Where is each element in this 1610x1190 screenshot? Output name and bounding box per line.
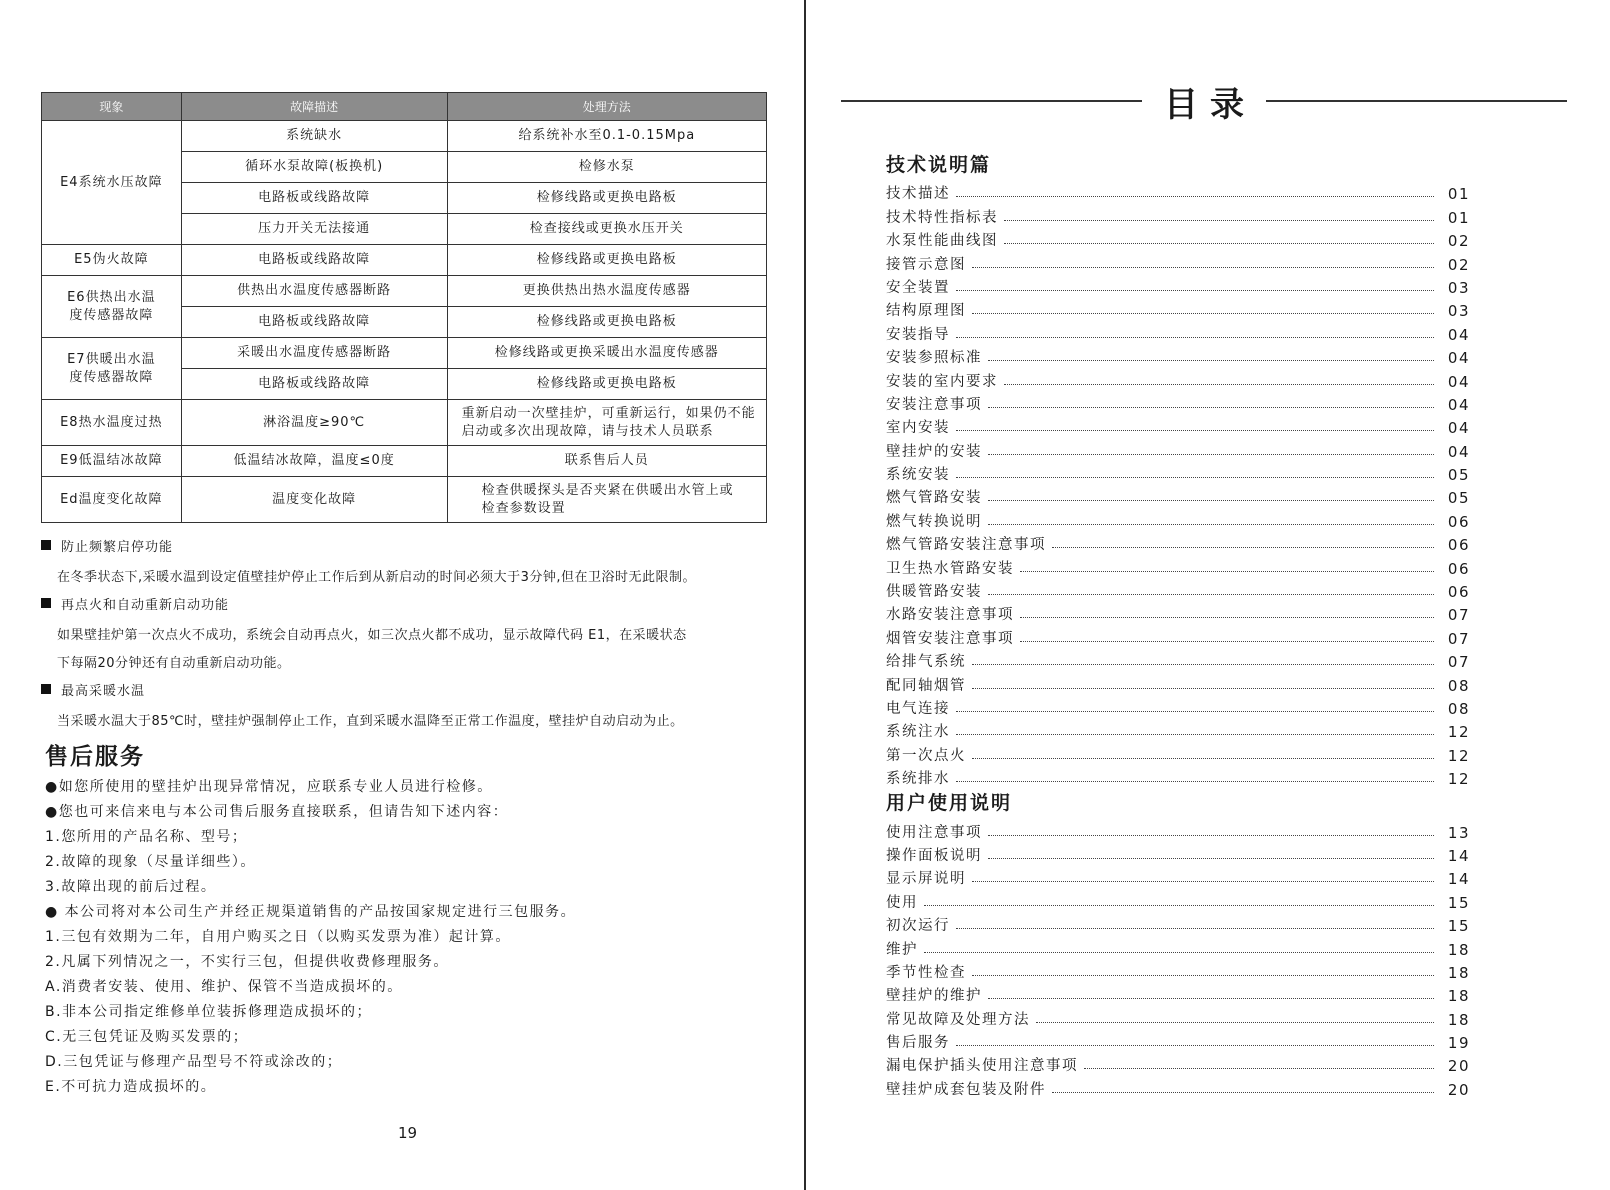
toc-entry-name: 电气连接 (886, 700, 950, 717)
phenomenon-cell: E8热水温度过热 (42, 400, 182, 446)
dot-leader (1084, 1068, 1434, 1069)
dot-leader (1020, 617, 1434, 618)
toc-entry-name: 水路安装注意事项 (886, 607, 1014, 624)
solution-cell: 联系售后人员 (447, 446, 766, 477)
toc-entry[interactable] (886, 1052, 1470, 1075)
toc-entry-name: 室内安装 (886, 420, 950, 437)
toc-entry[interactable] (886, 531, 1470, 554)
dot-leader (988, 454, 1434, 455)
table-row (42, 477, 767, 523)
fault-table (41, 92, 767, 523)
toc-entry[interactable] (886, 367, 1470, 390)
toc-entry[interactable] (886, 648, 1470, 671)
table-of-contents (886, 150, 1470, 1099)
dot-leader (924, 905, 1434, 906)
section-heading: 再点火和自动重新启动功能 (41, 594, 781, 612)
section-body: 当采暖水温大于85℃时，壁挂炉强制停止工作，直到采暖水温降至正常工作温度，壁挂炉自动启动为止。 (57, 714, 684, 729)
dot-leader (972, 313, 1434, 314)
toc-entry-page: 08 (1447, 676, 1470, 695)
toc-entry-name: 技术特性指标表 (886, 209, 998, 226)
service-line: A.消费者安装、使用、维护、保管不当造成损坏的。 (45, 979, 403, 995)
description-cell: 压力开关无法接通 (181, 214, 447, 245)
toc-entry-page: 01 (1447, 185, 1470, 204)
phenomenon-cell: Ed温度变化故障 (42, 477, 182, 523)
toc-entry-name: 结构原理图 (886, 303, 966, 320)
service-line: C.无三包凭证及购买发票的； (45, 1029, 249, 1045)
toc-entry[interactable] (886, 203, 1470, 226)
service-title: 售后服务 (45, 744, 145, 770)
solution-cell: 更换供热出热水温度传感器 (447, 276, 766, 307)
dot-leader (972, 688, 1434, 689)
description-cell: 淋浴温度≥90℃ (181, 400, 447, 446)
dot-leader (988, 858, 1434, 859)
dot-leader (956, 711, 1434, 712)
toc-entry[interactable] (886, 274, 1470, 297)
service-line: ●您也可来信来电与本公司售后服务直接联系，但请告知下述内容： (45, 804, 509, 820)
description-cell: 系统缺水 (181, 121, 447, 152)
description-cell: 循环水泵故障(板换机) (181, 152, 447, 183)
page-number: 19 (398, 1124, 418, 1142)
toc-entry-name: 常见故障及处理方法 (886, 1011, 1030, 1028)
toc-entry[interactable] (886, 601, 1470, 624)
description-cell: 温度变化故障 (181, 477, 447, 523)
toc-entry-name: 安装指导 (886, 326, 950, 343)
phenomenon-cell: E7供暖出水温度传感器故障 (42, 338, 182, 400)
toc-entry[interactable] (886, 935, 1470, 958)
dot-leader (1052, 1092, 1434, 1093)
toc-entry[interactable] (886, 461, 1470, 484)
toc-entry-name: 使用 (886, 894, 918, 911)
toc-entry-name: 壁挂炉的安装 (886, 443, 982, 460)
square-bullet-icon (41, 540, 51, 550)
toc-entry-page: 18 (1447, 1010, 1470, 1029)
toc-entry-page: 06 (1447, 512, 1470, 531)
toc-entry-page: 04 (1447, 325, 1470, 344)
service-line: D.三包凭证与修理产品型号不符或涂改的； (45, 1054, 343, 1070)
toc-entry-name: 接管示意图 (886, 256, 966, 273)
toc-entry-name: 燃气转换说明 (886, 513, 982, 530)
toc-entry-name: 燃气管路安装 (886, 490, 982, 507)
toc-entry-name: 烟管安装注意事项 (886, 630, 1014, 647)
toc-entry[interactable] (886, 765, 1470, 788)
dot-leader (956, 781, 1434, 782)
toc-entry[interactable] (886, 695, 1470, 718)
phenomenon-cell: E4系统水压故障 (42, 121, 182, 245)
description-cell: 电路板或线路故障 (181, 183, 447, 214)
section-body: 在冬季状态下,采暖水温到设定值壁挂炉停止工作后到从新启动的时间必须大于3分钟,但在卫浴时无此限制。 (57, 570, 697, 585)
toc-entry-name: 季节性检查 (886, 964, 966, 981)
dot-leader (956, 477, 1434, 478)
toc-group-heading: 技术说明篇 (886, 154, 992, 176)
solution-cell: 重新启动一次壁挂炉，可重新运行，如果仍不能启动或多次出现故障，请与技术人员联系 (447, 400, 766, 446)
section-body: 如果壁挂炉第一次点火不成功，系统会自动再点火，如三次点火都不成功，显示故障代码 E1，在采暖状态 下每隔20分钟还有自动重新启动功能。 (57, 628, 687, 671)
toc-entry-name: 售后服务 (886, 1035, 950, 1052)
toc-entry-page: 04 (1447, 372, 1470, 391)
header-rule-right (1266, 100, 1567, 102)
toc-entry-page: 20 (1447, 1080, 1470, 1099)
dot-leader (972, 267, 1434, 268)
dot-leader (1036, 1022, 1434, 1023)
dot-leader (1004, 243, 1434, 244)
service-line: 2.故障的现象（尽量详细些）。 (45, 854, 256, 870)
dot-leader (956, 1045, 1434, 1046)
toc-entry[interactable] (886, 320, 1470, 343)
toc-entry-name: 初次运行 (886, 918, 950, 935)
table-header-row (42, 93, 767, 121)
table-row (42, 446, 767, 477)
solution-cell: 检修线路或更换电路板 (447, 307, 766, 338)
toc-entry[interactable] (886, 391, 1470, 414)
dot-leader (956, 928, 1434, 929)
toc-entry[interactable] (886, 554, 1470, 577)
description-cell: 电路板或线路故障 (181, 369, 447, 400)
toc-entry-name: 安全装置 (886, 279, 950, 296)
dot-leader (988, 500, 1434, 501)
phenomenon-cell: E6供热出水温度传感器故障 (42, 276, 182, 338)
toc-entry[interactable] (886, 718, 1470, 741)
dot-leader (972, 975, 1434, 976)
phenomenon-cell: E5伪火故障 (42, 245, 182, 276)
toc-entry-page: 18 (1447, 940, 1470, 959)
toc-entry[interactable] (886, 842, 1470, 865)
description-cell: 采暖出水温度传感器断路 (181, 338, 447, 369)
toc-entry-page: 03 (1447, 278, 1470, 297)
service-line: 1.您所用的产品名称、型号； (45, 829, 248, 845)
table-row (42, 276, 767, 307)
toc-entry-page: 15 (1447, 917, 1470, 936)
solution-cell: 检修线路或更换电路板 (447, 183, 766, 214)
after-sales-service (45, 738, 785, 1100)
toc-entry-page: 04 (1447, 395, 1470, 414)
toc-entry-page: 03 (1447, 302, 1470, 321)
dot-leader (972, 664, 1434, 665)
description-cell: 电路板或线路故障 (181, 307, 447, 338)
toc-entry-name: 卫生热水管路安装 (886, 560, 1014, 577)
toc-entry-name: 壁挂炉成套包装及附件 (886, 1081, 1046, 1098)
table-row (42, 400, 767, 446)
dot-leader (1004, 384, 1434, 385)
section-heading: 防止频繁启停功能 (41, 536, 781, 554)
toc-entry[interactable] (886, 865, 1470, 888)
toc-group-heading: 用户使用说明 (886, 792, 1013, 815)
toc-entry-page: 07 (1447, 653, 1470, 672)
header-description: 故障描述 (181, 93, 447, 121)
header-phenomenon: 现象 (42, 93, 182, 121)
toc-entry-name: 使用注意事项 (886, 824, 982, 841)
toc-entry[interactable] (886, 414, 1470, 437)
service-line: ●如您所使用的壁挂炉出现异常情况，应联系专业人员进行检修。 (45, 779, 493, 795)
toc-entry-name: 壁挂炉的维护 (886, 988, 982, 1005)
dot-leader (972, 881, 1434, 882)
table-row (42, 245, 767, 276)
description-cell: 供热出水温度传感器断路 (181, 276, 447, 307)
dot-leader (956, 196, 1434, 197)
toc-entry[interactable] (886, 912, 1470, 935)
toc-entry[interactable] (886, 484, 1470, 507)
toc-entry-page: 04 (1447, 349, 1470, 368)
solution-cell: 给系统补水至0.1-0.15Mpa (447, 121, 766, 152)
toc-entry-page: 12 (1447, 746, 1470, 765)
toc-entry-page: 04 (1447, 419, 1470, 438)
toc-entry-page: 14 (1447, 846, 1470, 865)
toc-entry-name: 配同轴烟管 (886, 677, 966, 694)
toc-entry[interactable] (886, 1005, 1470, 1028)
square-bullet-icon (41, 598, 51, 608)
toc-entry-page: 15 (1447, 893, 1470, 912)
dot-leader (956, 290, 1434, 291)
service-line: ● 本公司将对本公司生产并经正规渠道销售的产品按国家规定进行三包服务。 (45, 904, 577, 920)
toc-entry-name: 维护 (886, 941, 918, 958)
toc-entry-page: 02 (1447, 255, 1470, 274)
toc-entry-name: 燃气管路安装注意事项 (886, 537, 1046, 554)
service-line: 1.三包有效期为二年，自用户购买之日（以购买发票为准）起计算。 (45, 929, 511, 945)
dot-leader (956, 430, 1434, 431)
toc-entry-name: 水泵性能曲线图 (886, 233, 998, 250)
dot-leader (956, 337, 1434, 338)
solution-cell: 检修线路或更换电路板 (447, 369, 766, 400)
toc-entry[interactable] (886, 180, 1470, 203)
toc-entry[interactable] (886, 888, 1470, 911)
description-cell: 电路板或线路故障 (181, 245, 447, 276)
toc-entry-page: 06 (1447, 583, 1470, 602)
toc-entry[interactable] (886, 741, 1470, 764)
toc-entry-name: 安装参照标准 (886, 350, 982, 367)
service-line: E.不可抗力造成损坏的。 (45, 1079, 217, 1095)
toc-entry-page: 01 (1447, 208, 1470, 227)
toc-entry[interactable] (886, 507, 1470, 530)
right-page (806, 0, 1610, 1190)
toc-entry[interactable] (886, 624, 1470, 647)
toc-entry-name: 漏电保护插头使用注意事项 (886, 1058, 1078, 1075)
solution-cell: 检修水泵 (447, 152, 766, 183)
toc-entry[interactable] (886, 344, 1470, 367)
toc-entry[interactable] (886, 578, 1470, 601)
toc-entry[interactable] (886, 959, 1470, 982)
toc-entry-page: 12 (1447, 723, 1470, 742)
dot-leader (972, 758, 1434, 759)
toc-entry-page: 20 (1447, 1057, 1470, 1076)
service-line: 2.凡属下列情况之一，不实行三包，但提供收费修理服务。 (45, 954, 449, 970)
toc-entry-page: 18 (1447, 963, 1470, 982)
toc-entry-page: 14 (1447, 870, 1470, 889)
dot-leader (956, 734, 1434, 735)
feature-sections (41, 536, 781, 738)
header-solution: 处理方法 (447, 93, 766, 121)
dot-leader (988, 594, 1434, 595)
section-heading: 最高采暖水温 (41, 680, 781, 698)
toc-entry-name: 显示屏说明 (886, 871, 966, 888)
table-row (42, 121, 767, 152)
toc-entry-page: 05 (1447, 489, 1470, 508)
toc-entry-name: 操作面板说明 (886, 847, 982, 864)
toc-entry[interactable] (886, 818, 1470, 841)
toc-entry-page: 18 (1447, 987, 1470, 1006)
toc-entry-name: 供暖管路安装 (886, 584, 982, 601)
table-row (42, 338, 767, 369)
square-bullet-icon (41, 684, 51, 694)
toc-entry[interactable] (886, 982, 1470, 1005)
dot-leader (1020, 641, 1434, 642)
toc-entry-name: 安装的室内要求 (886, 373, 998, 390)
description-cell: 低温结冰故障，温度≤0度 (181, 446, 447, 477)
solution-cell: 检查接线或更换水压开关 (447, 214, 766, 245)
toc-header (841, 78, 1567, 124)
toc-entry-name: 给排气系统 (886, 654, 966, 671)
toc-title: 目录 (1164, 84, 1256, 125)
solution-cell: 检查供暖探头是否夹紧在供暖出水管上或检查参数设置 (447, 477, 766, 523)
dot-leader (1004, 220, 1434, 221)
toc-entry[interactable] (886, 297, 1470, 320)
toc-entry-name: 系统注水 (886, 724, 950, 741)
toc-entry-page: 08 (1447, 699, 1470, 718)
toc-entry-page: 12 (1447, 770, 1470, 789)
toc-entry-page: 07 (1447, 606, 1470, 625)
dot-leader (988, 524, 1434, 525)
toc-entry-page: 06 (1447, 559, 1470, 578)
solution-cell: 检修线路或更换采暖出水温度传感器 (447, 338, 766, 369)
service-line: B.非本公司指定维修单位装拆修理造成损坏的； (45, 1004, 373, 1020)
toc-entry-name: 系统排水 (886, 771, 950, 788)
dot-leader (924, 952, 1434, 953)
dot-leader (988, 407, 1434, 408)
toc-entry[interactable] (886, 227, 1470, 250)
toc-entry-page: 04 (1447, 442, 1470, 461)
toc-entry-name: 系统安装 (886, 467, 950, 484)
toc-entry[interactable] (886, 1075, 1470, 1098)
toc-entry-page: 19 (1447, 1034, 1470, 1053)
service-line: 3.故障出现的前后过程。 (45, 879, 217, 895)
dot-leader (988, 835, 1434, 836)
toc-entry-page: 06 (1447, 536, 1470, 555)
header-rule-left (841, 100, 1142, 102)
dot-leader (988, 360, 1434, 361)
dot-leader (1020, 571, 1434, 572)
dot-leader (988, 998, 1434, 999)
toc-entry-name: 技术描述 (886, 186, 950, 203)
toc-entry-name: 第一次点火 (886, 747, 966, 764)
toc-entry-name: 安装注意事项 (886, 396, 982, 413)
toc-entry[interactable] (886, 437, 1470, 460)
left-page (0, 0, 804, 1190)
toc-entry-page: 07 (1447, 629, 1470, 648)
toc-entry-page: 02 (1447, 232, 1470, 251)
solution-cell: 检修线路或更换电路板 (447, 245, 766, 276)
toc-entry[interactable] (886, 1029, 1470, 1052)
toc-entry-page: 05 (1447, 466, 1470, 485)
toc-entry[interactable] (886, 671, 1470, 694)
toc-entry-page: 13 (1447, 823, 1470, 842)
phenomenon-cell: E9低温结冰故障 (42, 446, 182, 477)
toc-entry[interactable] (886, 250, 1470, 273)
dot-leader (1052, 547, 1434, 548)
